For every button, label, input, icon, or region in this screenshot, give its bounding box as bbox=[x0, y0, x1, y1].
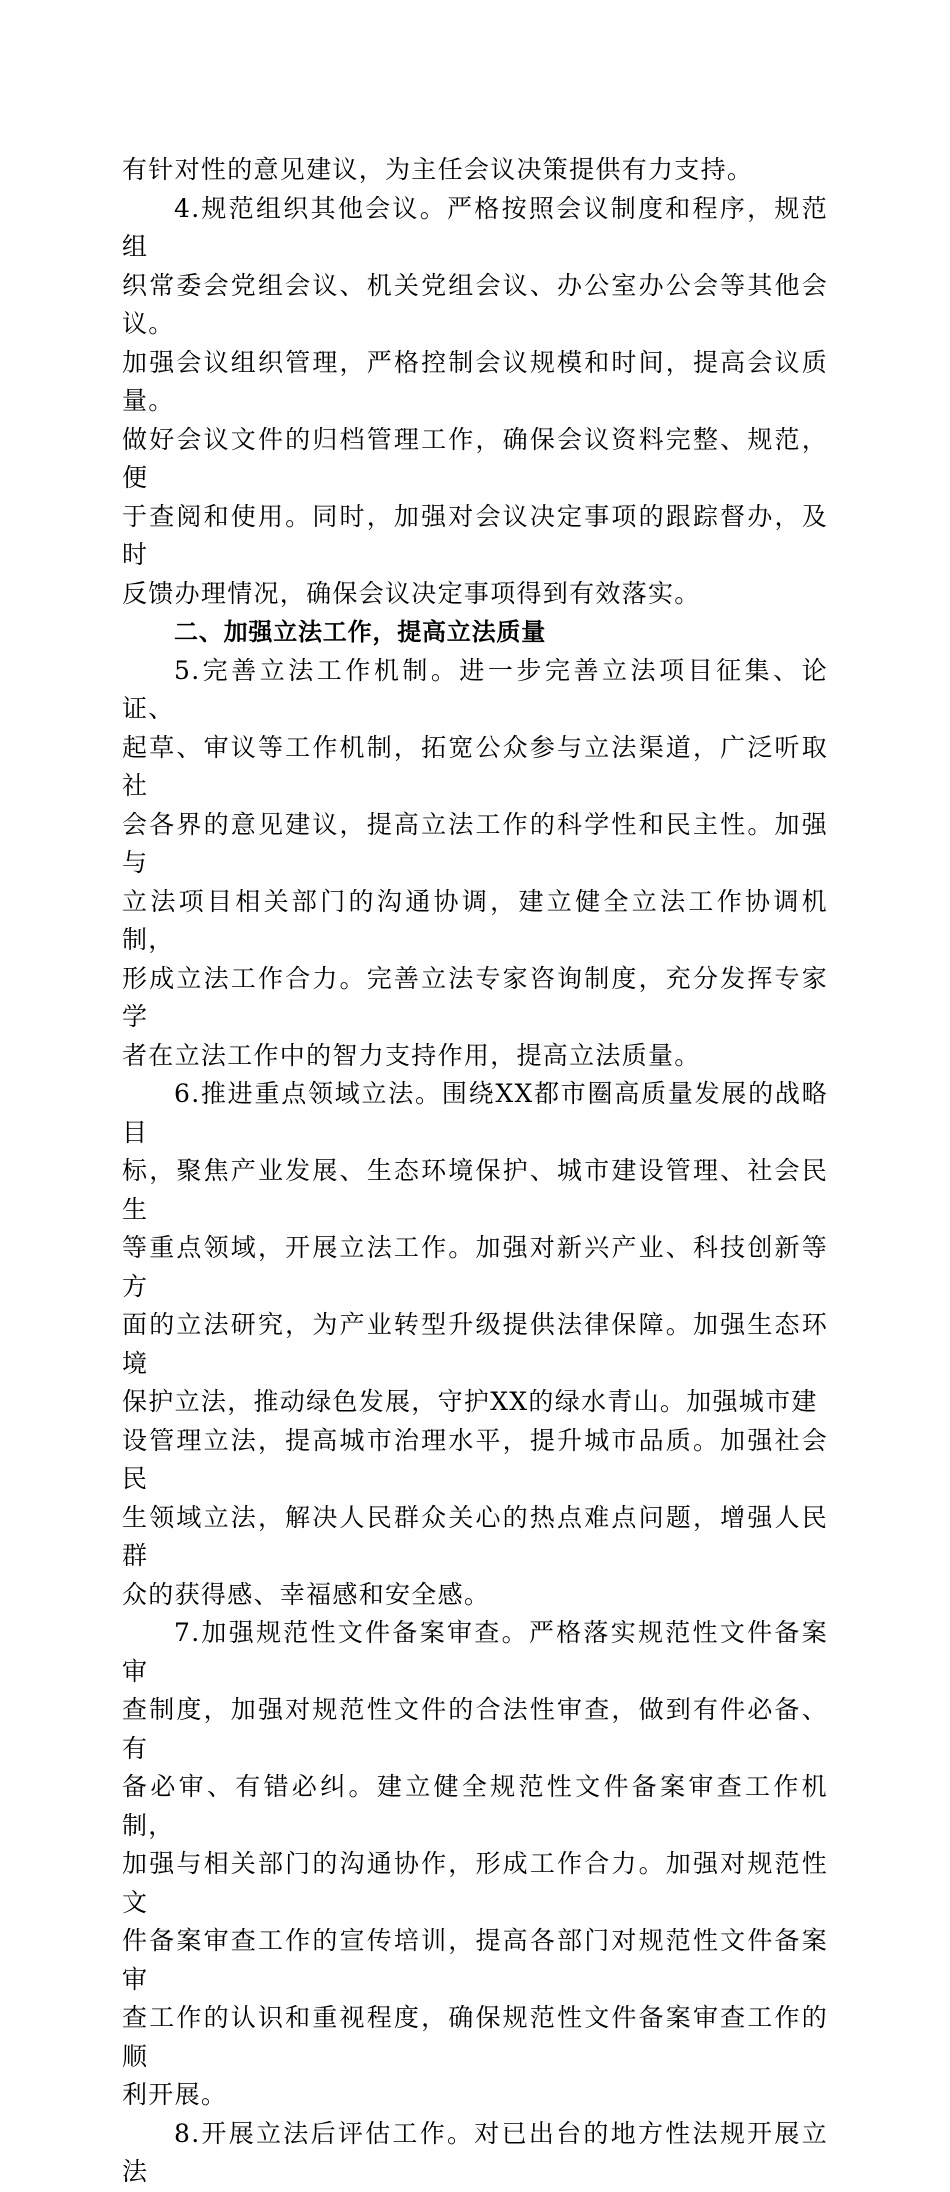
paragraph-continuation: 有针对性的意见建议，为主任会议决策提供有力支持。 bbox=[122, 155, 754, 184]
paragraph-4: 4.规范组织其他会议。严格按照会议制度和程序，规范组 织常委会党组会议、机关党组会议、办公室办公会等其他会议。 加强会议组织管理，严格控制会议规模和时间，提高会议质量。 做好会议文件的归档管理工作，确保会议资料完整、规范，便 于查阅和使用。同时，加强对会议决定事项的跟踪督办，及时 反馈办理情况，确保会议决定事项得到有效落实。 bbox=[122, 193, 828, 608]
document-body bbox=[122, 151, 828, 2192]
paragraph-7: 7.加强规范性文件备案审查。严格落实规范性文件备案审 查制度，加强对规范性文件的合法性审查，做到有件必备、有 备必审、有错必纠。建立健全规范性文件备案审查工作机制， 加强与相关部门的沟通协作，形成工作合力。加强对规范性文 件备案审查工作的宣传培训，提高各部门对规范性文件备案审 查工作的认识和重视程度，确保规范性文件备案审查工作的顺 利开展。 bbox=[122, 1618, 828, 2109]
paragraph-5: 5.完善立法工作机制。进一步完善立法项目征集、论证、 起草、审议等工作机制，拓宽公众参与立法渠道，广泛听取社 会各界的意见建议，提高立法工作的科学性和民主性。加强与 立法项目相关部门的沟通协调，建立健全立法工作协调机制， 形成立法工作合力。完善立法专家咨询制度，充分发挥专家学 者在立法工作中的智力支持作用，提高立法质量。 bbox=[122, 655, 828, 1070]
section-heading-2: 二、加强立法工作，提高立法质量 bbox=[174, 618, 546, 646]
paragraph-8: 8.开展立法后评估工作。对已出台的地方性法规开展立法 bbox=[122, 2118, 828, 2186]
paragraph-6: 6.推进重点领域立法。围绕XX都市圈高质量发展的战略目 标，聚焦产业发展、生态环境保护、城市建设管理、社会民生 等重点领域，开展立法工作。加强对新兴产业、科技创新等方 面的立法研究，为产业转型升级提供法律保障。加强生态环境 保护立法，推动绿色发展，守护XX的绿水青山。加强城市建 设管理立法，提高城市治理水平，提升城市品质。加强社会民 生领域立法，解决人民群众关心的热点难点问题，增强人民群 众的获得感、幸福感和安全感。 bbox=[122, 1079, 828, 1609]
